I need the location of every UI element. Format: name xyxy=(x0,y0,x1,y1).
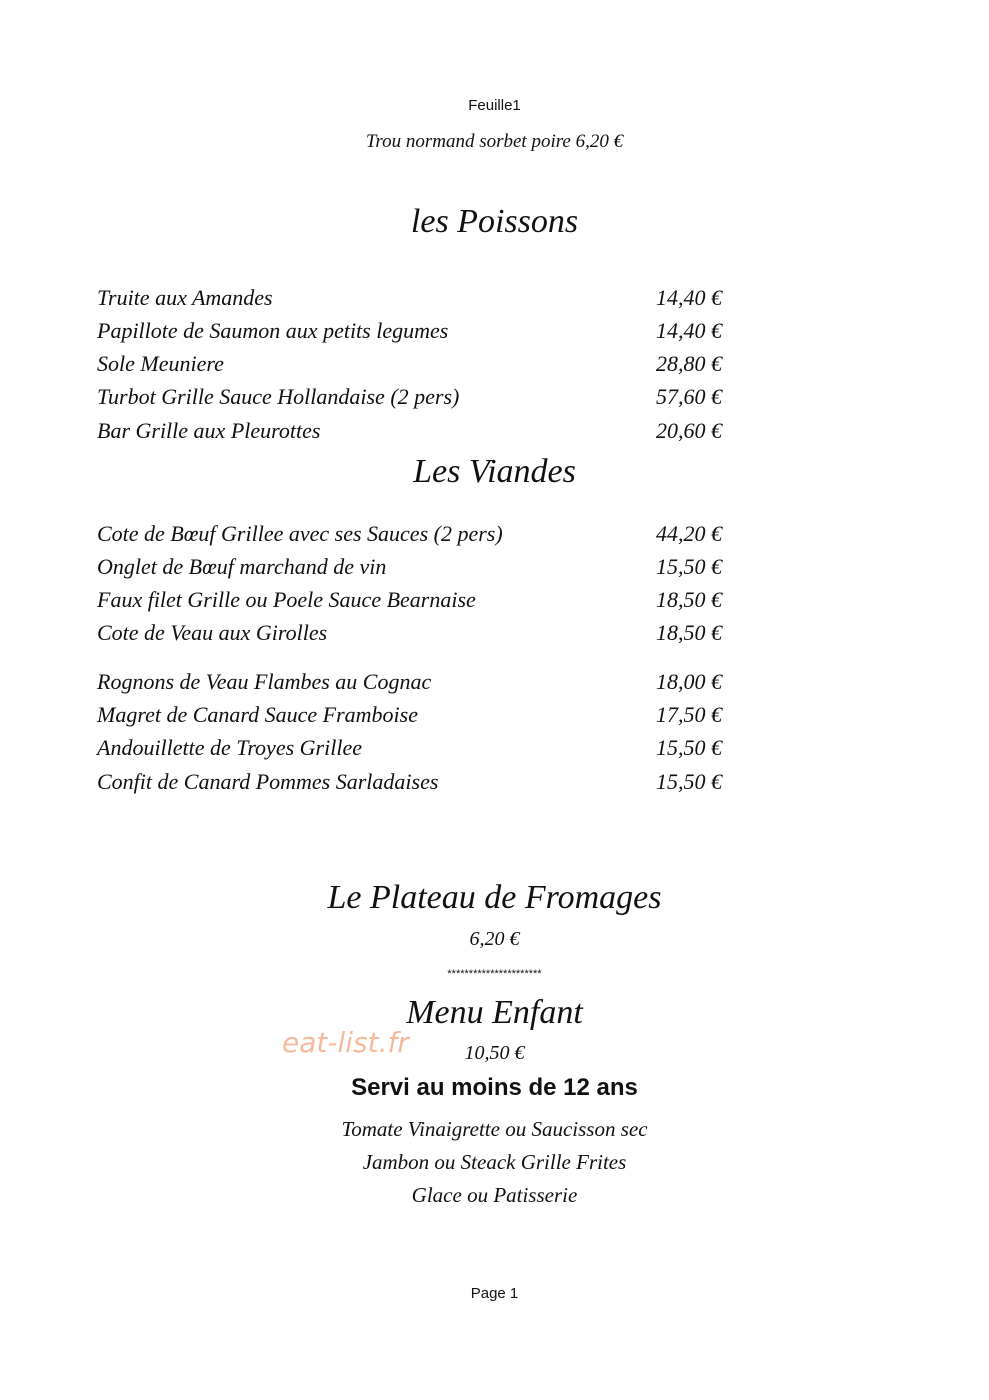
section-title-fromages: Le Plateau de Fromages xyxy=(327,879,662,916)
dish-price: 15,50 € xyxy=(656,735,722,760)
section-title-poissons: les Poissons xyxy=(410,203,579,240)
watermark: eat-list.fr xyxy=(282,1026,409,1059)
section-title-enfant: Menu Enfant xyxy=(406,994,583,1031)
dish-row xyxy=(0,351,989,381)
dish-price: 17,50 € xyxy=(656,702,722,727)
dish-name: Sole Meuniere xyxy=(97,351,224,376)
enfant-price: 10,50 € xyxy=(464,1042,525,1064)
dish-price: 18,50 € xyxy=(656,587,722,612)
dish-row xyxy=(0,735,989,765)
dish-name: Confit de Canard Pommes Sarladaises xyxy=(97,769,439,794)
dish-name: Onglet de Bœuf marchand de vin xyxy=(97,554,387,579)
separator-stars: ********************** xyxy=(447,968,542,980)
dish-price: 14,40 € xyxy=(656,318,722,343)
dish-name: Bar Grille aux Pleurottes xyxy=(97,418,321,443)
trou-normand-line: Trou normand sorbet poire 6,20 € xyxy=(365,131,624,152)
dish-row xyxy=(0,669,989,699)
enfant-item: Tomate Vinaigrette ou Saucisson sec xyxy=(341,1117,648,1141)
dish-row xyxy=(0,285,989,315)
dish-price: 44,20 € xyxy=(656,521,722,546)
dish-row xyxy=(0,554,989,584)
page-number: Page 1 xyxy=(470,1285,519,1302)
dish-row xyxy=(0,318,989,348)
dish-row xyxy=(0,702,989,732)
dish-name: Papillote de Saumon aux petits legumes xyxy=(97,318,449,343)
fromages-price: 6,20 € xyxy=(469,928,520,950)
dish-name: Andouillette de Troyes Grillee xyxy=(97,735,362,760)
enfant-age-note: Servi au moins de 12 ans xyxy=(351,1074,638,1101)
dish-row xyxy=(0,384,989,414)
dish-name: Magret de Canard Sauce Framboise xyxy=(97,702,418,727)
dish-row xyxy=(0,769,989,799)
dish-row xyxy=(0,521,989,551)
dish-name: Cote de Bœuf Grillee avec ses Sauces (2 pers) xyxy=(97,521,503,546)
dish-name: Turbot Grille Sauce Hollandaise (2 pers) xyxy=(97,384,460,409)
dish-price: 18,50 € xyxy=(656,620,722,645)
sheet-title: Feuille1 xyxy=(468,97,521,114)
dish-price: 57,60 € xyxy=(656,384,722,409)
dish-name: Cote de Veau aux Girolles xyxy=(97,620,328,645)
dish-row xyxy=(0,418,989,448)
dish-row xyxy=(0,620,989,650)
enfant-item: Glace ou Patisserie xyxy=(411,1183,578,1207)
dish-price: 28,80 € xyxy=(656,351,722,376)
section-title-viandes: Les Viandes xyxy=(413,453,576,490)
dish-row xyxy=(0,587,989,617)
dish-price: 15,50 € xyxy=(656,554,722,579)
dish-name: Rognons de Veau Flambes au Cognac xyxy=(97,669,432,694)
dish-price: 14,40 € xyxy=(656,285,722,310)
enfant-item: Jambon ou Steack Grille Frites xyxy=(362,1150,627,1174)
dish-price: 15,50 € xyxy=(656,769,722,794)
dish-name: Truite aux Amandes xyxy=(97,285,273,310)
dish-price: 18,00 € xyxy=(656,669,722,694)
dish-price: 20,60 € xyxy=(656,418,722,443)
dish-name: Faux filet Grille ou Poele Sauce Bearnaise xyxy=(97,587,476,612)
